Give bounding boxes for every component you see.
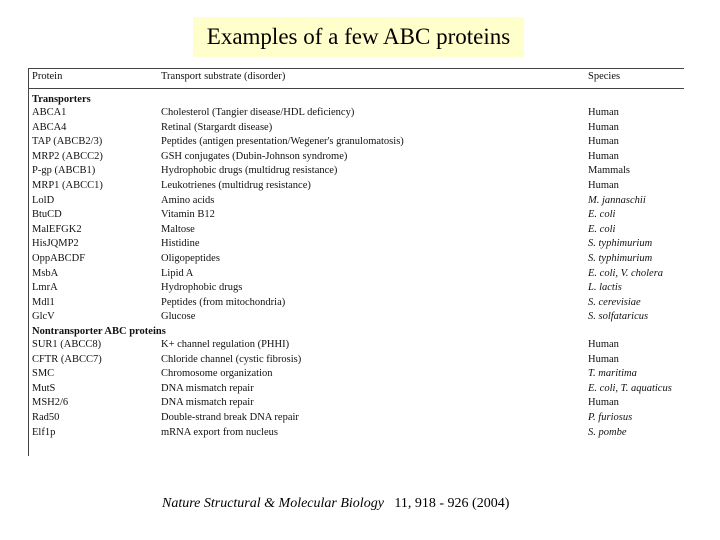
cell-substrate: Glucose	[161, 311, 196, 323]
cell-protein: ABCA1	[32, 107, 67, 118]
cell-protein: MalEFGK2	[32, 223, 82, 235]
cell-species: T. maritima	[588, 368, 637, 380]
citation-journal: Nature Structural & Molecular Biology	[162, 496, 384, 511]
cell-substrate: GSH conjugates (Dubin-Johnson syndrome)	[161, 150, 348, 162]
cell-protein: ABCA4	[32, 121, 67, 133]
cell-species: E. coli, V. cholera	[588, 267, 664, 279]
cell-species: P. furiosus	[588, 412, 633, 423]
cell-protein: Elf1p	[32, 426, 56, 438]
cell-substrate: Amino acids	[161, 194, 215, 206]
cell-substrate: Lipid A	[161, 267, 194, 279]
cell-protein: Mdl1	[32, 296, 55, 308]
header-protein: Protein	[32, 71, 63, 82]
cell-species: Human	[588, 397, 619, 409]
cell-substrate: DNA mismatch repair	[161, 397, 254, 409]
table-row	[28, 135, 684, 150]
cell-substrate: Leukotrienes (multidrug resistance)	[161, 180, 311, 191]
section-label: Nontransporter ABC proteins	[32, 326, 166, 337]
cell-species: E. coli, T. aquaticus	[588, 382, 672, 394]
header-species: Species	[588, 71, 621, 82]
table-row	[28, 353, 684, 368]
table-row	[28, 296, 684, 311]
cell-protein: MRP2 (ABCC2)	[32, 150, 103, 162]
table-row	[28, 237, 684, 252]
cell-substrate: Vitamin B12	[161, 209, 215, 221]
cell-substrate: Hydrophobic drugs	[161, 282, 243, 294]
cell-protein: MSH2/6	[32, 397, 69, 409]
cell-protein: MRP1 (ABCC1)	[32, 180, 103, 191]
table-row	[28, 252, 684, 267]
cell-protein: Rad50	[32, 412, 60, 423]
cell-substrate: K+ channel regulation (PHHI)	[161, 339, 290, 350]
cell-species: Human	[588, 353, 619, 365]
table-header-row	[28, 70, 684, 85]
table-row	[28, 121, 684, 136]
cell-substrate: Retinal (Stargardt disease)	[161, 121, 273, 133]
cell-protein: LolD	[32, 194, 55, 206]
cell-species: Human	[588, 150, 619, 162]
table-header-rule	[28, 88, 684, 89]
cell-substrate: Peptides (from mitochondria)	[161, 296, 286, 308]
table-row	[28, 382, 684, 397]
cell-species: Human	[588, 339, 619, 350]
cell-protein: BtuCD	[32, 209, 62, 221]
cell-substrate: Double-strand break DNA repair	[161, 412, 299, 423]
table-row	[28, 426, 684, 441]
header-substrate: Transport substrate (disorder)	[161, 71, 286, 82]
table-row	[28, 164, 684, 179]
cell-species: S. typhimurium	[588, 253, 653, 264]
cell-protein: SUR1 (ABCC8)	[32, 339, 102, 350]
cell-species: L. lactis	[588, 282, 622, 294]
cell-species: M. jannaschii	[588, 194, 646, 206]
table-row	[28, 150, 684, 165]
slide-title: Examples of a few ABC proteins	[193, 17, 524, 57]
cell-protein: CFTR (ABCC7)	[32, 353, 102, 365]
cell-protein: LmrA	[32, 282, 58, 294]
cell-substrate: Oligopeptides	[161, 253, 220, 264]
cell-species: Human	[588, 121, 619, 133]
cell-substrate: Chloride channel (cystic fibrosis)	[161, 353, 302, 365]
table-row	[28, 396, 684, 411]
cell-species: S. cerevisiae	[588, 296, 641, 308]
section-label: Transporters	[32, 94, 91, 105]
table-top-rule	[28, 68, 684, 69]
table-row	[28, 208, 684, 223]
cell-substrate: Cholesterol (Tangier disease/HDL deficiency)	[161, 107, 355, 118]
cell-substrate: mRNA export from nucleus	[161, 426, 278, 438]
table-row	[28, 267, 684, 282]
table-row	[28, 223, 684, 238]
table-row	[28, 194, 684, 209]
cell-substrate: DNA mismatch repair	[161, 382, 254, 394]
cell-species: Human	[588, 107, 619, 118]
cell-species: Mammals	[588, 165, 630, 177]
cell-species: Human	[588, 136, 619, 148]
table-row	[28, 411, 684, 426]
cell-substrate: Maltose	[161, 223, 195, 235]
cell-species: S. solfataricus	[588, 311, 649, 323]
cell-protein: MutS	[32, 382, 56, 394]
cell-protein: OppABCDF	[32, 253, 86, 264]
cell-species: E. coli	[588, 209, 616, 221]
table-row	[28, 338, 684, 353]
citation	[162, 496, 582, 512]
cell-substrate: Chromosome organization	[161, 368, 273, 380]
cell-species: E. coli	[588, 223, 616, 235]
cell-species: S. typhimurium	[588, 238, 653, 250]
abc-protein-table	[28, 68, 684, 456]
cell-substrate: Peptides (antigen presentation/Wegener's granulomatosis)	[161, 136, 404, 148]
cell-substrate: Hydrophobic drugs (multidrug resistance)	[161, 165, 338, 177]
table-row	[28, 310, 684, 325]
cell-protein: P-gp (ABCB1)	[32, 165, 96, 177]
table-row	[28, 367, 684, 382]
cell-species: S. pombe	[588, 426, 627, 438]
cell-protein: HisJQMP2	[32, 238, 79, 250]
cell-species: Human	[588, 180, 619, 191]
table-row	[28, 179, 684, 194]
citation-details: 11, 918 - 926 (2004)	[394, 496, 510, 511]
cell-substrate: Histidine	[161, 238, 200, 250]
cell-protein: SMC	[32, 368, 55, 380]
cell-protein: MsbA	[32, 267, 59, 279]
table-row	[28, 281, 684, 296]
cell-protein: TAP (ABCB2/3)	[32, 136, 103, 148]
table-row	[28, 106, 684, 121]
cell-protein: GlcV	[32, 311, 55, 323]
